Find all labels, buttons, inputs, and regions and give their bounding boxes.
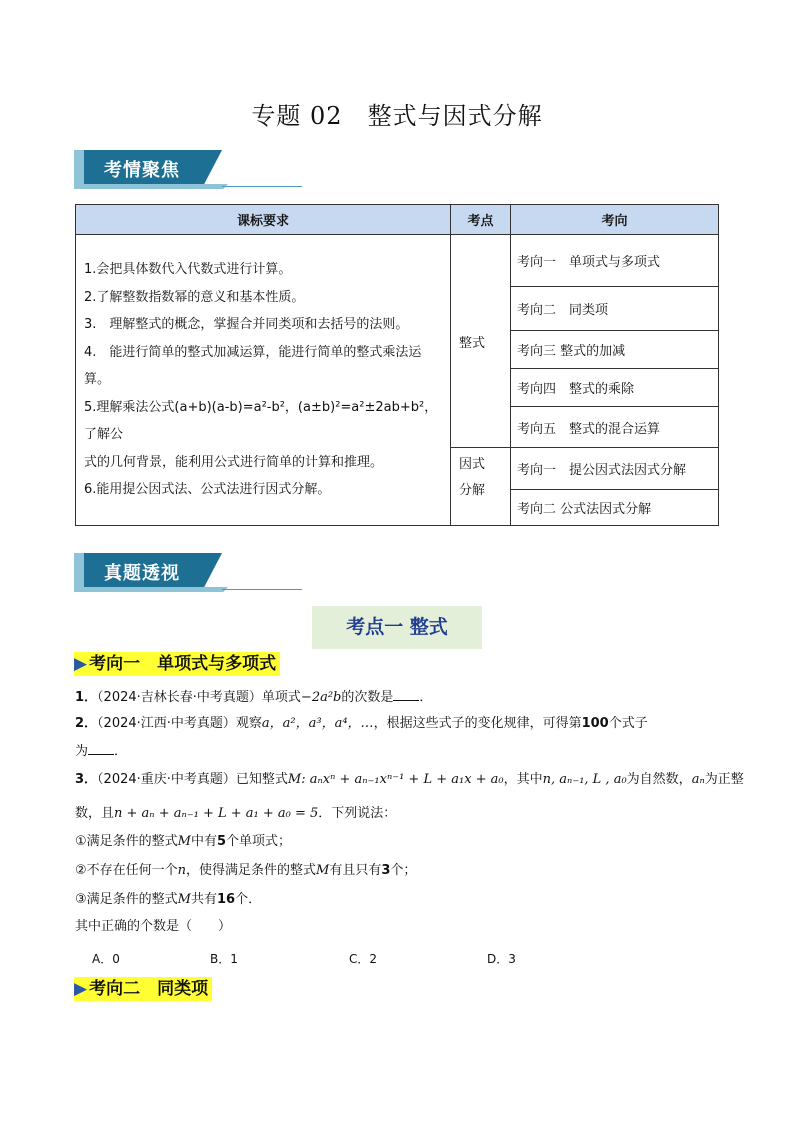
question-text: ，根据这些式子的变化规律，可得第 bbox=[373, 716, 582, 731]
direction-cell: 考向二 同类项 bbox=[511, 287, 719, 331]
question-source: （2024·吉林长春·中考真题） bbox=[97, 690, 262, 705]
math-variable: n bbox=[177, 863, 187, 878]
requirement-line: 2.了解整数指数幂的意义和基本性质。 bbox=[84, 289, 305, 305]
banner-label: 考情聚焦 bbox=[104, 160, 180, 181]
page-title: 专题 02 整式与因式分解 bbox=[251, 102, 543, 130]
question-text: 为 bbox=[75, 744, 89, 759]
statement-number: 16 bbox=[216, 892, 236, 907]
math-variable: M bbox=[316, 863, 330, 878]
statement-text: 个； bbox=[390, 863, 417, 878]
question-source: （2024·江西·中考真题） bbox=[97, 716, 236, 731]
option-c[interactable]: C．2 bbox=[349, 952, 378, 966]
requirement-line: 6.能用提公因式法、公式法进行因式分解。 bbox=[84, 482, 331, 498]
math-expression: −2a²b bbox=[300, 690, 342, 705]
statement-text: 有且只有 bbox=[329, 863, 382, 878]
section-banner-zhenti bbox=[74, 553, 228, 593]
direction-heading-2 bbox=[74, 977, 212, 1001]
question-text: 个式子 bbox=[608, 716, 648, 731]
requirement-line: 3. 理解整式的概念，掌握合并同类项和去括号的法则。 bbox=[84, 317, 409, 333]
question-3-line-2 bbox=[75, 804, 396, 824]
question-text: 单项式 bbox=[261, 690, 301, 705]
point-line: 因式 bbox=[459, 457, 486, 472]
direction-heading-1 bbox=[74, 652, 280, 676]
statement-text: 个． bbox=[235, 892, 262, 907]
direction-cell: 考向三 整式的加减 bbox=[511, 331, 719, 369]
direction-heading-text: 考向二 同类项 bbox=[89, 979, 209, 999]
point-zhengshi: 整式 bbox=[451, 235, 511, 448]
math-expression: a，a²，a³，a⁴，… bbox=[261, 716, 374, 731]
header-direction: 考向 bbox=[511, 205, 719, 235]
header-requirements: 课标要求 bbox=[76, 205, 451, 235]
requirement-line: 4. 能进行简单的整式加减运算，能进行简单的整式乘法运 bbox=[84, 344, 422, 360]
banner-label: 真题透视 bbox=[104, 563, 180, 584]
answer-blank[interactable] bbox=[393, 688, 419, 701]
question-text: 为正整 bbox=[704, 772, 744, 787]
question-2-line-2 bbox=[75, 742, 127, 762]
question-text: ，其中 bbox=[503, 772, 543, 787]
question-number: 2． bbox=[75, 716, 98, 731]
statement-text: 个单项式； bbox=[226, 834, 292, 849]
triangle-arrow-icon: ▶ bbox=[74, 654, 88, 674]
requirements-cell bbox=[76, 235, 451, 526]
syllabus-table bbox=[75, 204, 719, 526]
statement-2 bbox=[75, 861, 416, 881]
option-b[interactable]: B．1 bbox=[210, 952, 238, 966]
question-1 bbox=[75, 688, 432, 708]
question-text: ． bbox=[114, 744, 128, 759]
math-expression: aₙ bbox=[691, 772, 705, 787]
requirement-line: 1.会把具体数代入代数式进行计算。 bbox=[84, 262, 292, 278]
question-number-value: 100 bbox=[581, 716, 609, 731]
question-2 bbox=[75, 714, 648, 734]
math-expression: n + aₙ + aₙ₋₁ + L + a₁ + a₀ = 5 bbox=[114, 806, 319, 821]
direction-cell: 考向二 公式法因式分解 bbox=[511, 490, 719, 526]
question-3 bbox=[75, 770, 744, 790]
question-text: 为自然数， bbox=[626, 772, 692, 787]
question-source: （2024·重庆·中考真题） bbox=[97, 772, 236, 787]
option-d[interactable]: D．3 bbox=[487, 952, 516, 966]
statement-text: ，使得满足条件的整式 bbox=[186, 863, 317, 878]
table-header-row bbox=[76, 205, 719, 235]
statement-text: ①满足条件的整式 bbox=[75, 834, 178, 849]
requirement-line: 式的几何背景，能利用公式进行简单的计算和推理。 bbox=[84, 454, 384, 470]
answer-blank[interactable] bbox=[88, 742, 114, 755]
option-a[interactable]: A．0 bbox=[92, 952, 120, 966]
statement-3 bbox=[75, 890, 261, 910]
math-expression: M: aₙxⁿ + aₙ₋₁xⁿ⁻¹ + L + a₁x + a₀ bbox=[287, 772, 504, 787]
question-ask: 其中正确的个数是（ ） bbox=[75, 919, 232, 934]
direction-cell: 考向一 提公因式法因式分解 bbox=[511, 448, 719, 490]
point-yinshifenjie bbox=[451, 448, 511, 526]
statement-text: 中有 bbox=[190, 834, 217, 849]
question-text: 数，且 bbox=[75, 806, 115, 821]
direction-cell: 考向四 整式的乘除 bbox=[511, 369, 719, 407]
question-text: 的次数是 bbox=[341, 690, 394, 705]
question-text: ．下列说法： bbox=[318, 806, 397, 821]
statement-text: ③满足条件的整式 bbox=[75, 892, 178, 907]
statement-text: ②不存在任何一个 bbox=[75, 863, 178, 878]
header-point: 考点 bbox=[451, 205, 511, 235]
math-expression: n, aₙ₋₁, L , a₀ bbox=[542, 772, 627, 787]
statement-1 bbox=[75, 832, 291, 852]
question-number: 1． bbox=[75, 690, 98, 705]
question-number: 3． bbox=[75, 772, 98, 787]
statement-number: 3 bbox=[381, 863, 391, 878]
math-variable: M bbox=[177, 892, 191, 907]
triangle-arrow-icon: ▶ bbox=[74, 979, 88, 999]
requirement-line: 算。 bbox=[84, 372, 111, 388]
question-text: ． bbox=[419, 690, 433, 705]
question-text: 观察 bbox=[235, 716, 262, 731]
statement-number: 5 bbox=[216, 834, 227, 849]
direction-heading-text: 考向一 单项式与多项式 bbox=[89, 654, 277, 674]
section-banner-kaoqing bbox=[74, 150, 228, 190]
math-variable: M bbox=[177, 834, 191, 849]
question-text: 已知整式 bbox=[235, 772, 288, 787]
direction-cell: 考向一 单项式与多项式 bbox=[511, 235, 719, 287]
statement-text: 共有 bbox=[190, 892, 217, 907]
point-line: 分解 bbox=[459, 483, 486, 498]
requirement-line: 5.理解乘法公式(a+b)(a-b)=a²-b²，(a±b)²=a²±2ab+b²，了解公 bbox=[84, 399, 438, 443]
kaodian-heading: 考点一 整式 bbox=[312, 606, 482, 649]
direction-cell: 考向五 整式的混合运算 bbox=[511, 407, 719, 448]
